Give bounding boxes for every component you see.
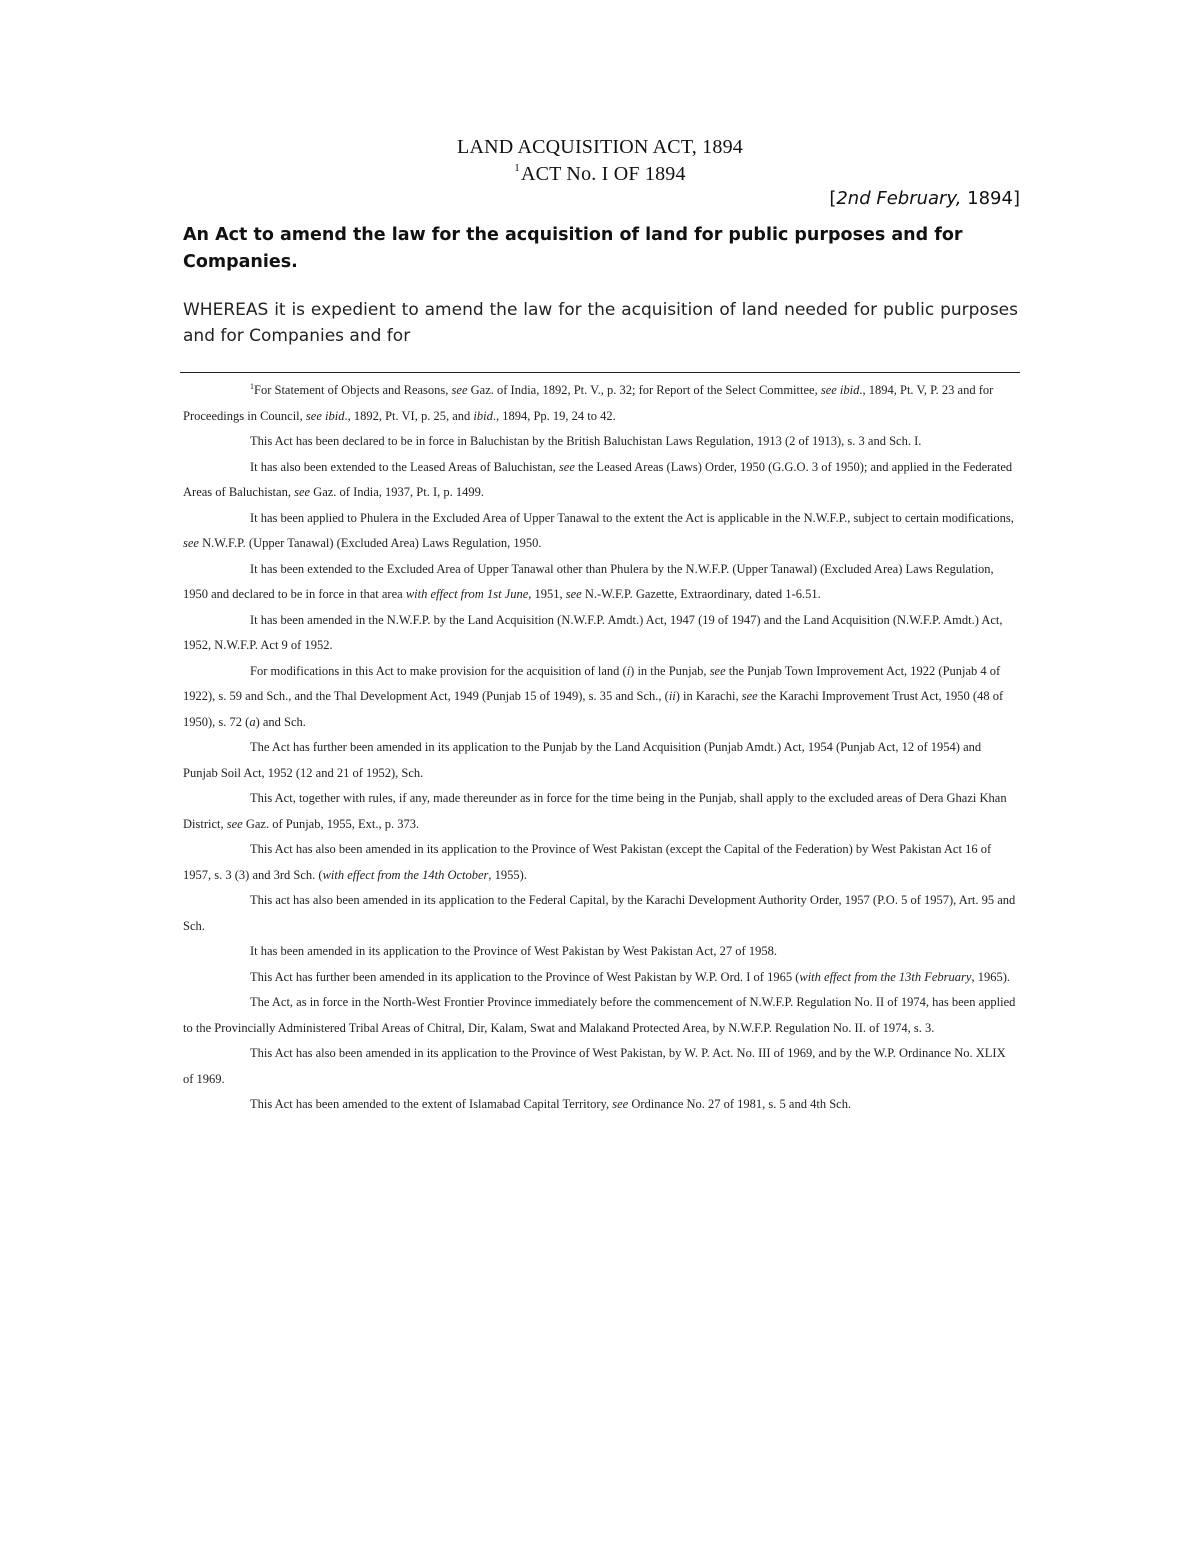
footnote-text: This act has also been amended in its application to the Federal Capital, by the Karachi Development Authority Order, 1957 (P.O. 5 of 1957), Art. 95 and Sch. [183, 893, 1016, 933]
footnote-text: the Punjab Town Improvement Act, 1922 (Punjab 4 of 1922), s. 59 and Sch., and the Thal Development Act, 1949 (Punjab 15 of 1949), s. 35 and Sch., ( [183, 663, 1001, 703]
date-day-month: 2nd February, [836, 188, 962, 209]
date-year: 1894 [967, 188, 1013, 209]
italic-text: see [558, 459, 575, 474]
footnote-text: This Act has also been amended in its application to the Province of West Pakistan (except the Capital of the Federation) by West Pakistan Act 16 of 1957, s. 3 (3) and 3rd Sch. ( [183, 842, 992, 882]
footnote-text: The Act has further been amended in its application to the Punjab by the Land Acquisition (Punjab Amdt.) Act, 1954 (Punjab Act, 12 of 1954) and Punjab Soil Act, 1952 (12 and 21 of 1952), Sch. [183, 740, 982, 780]
footnote-paragraph [183, 837, 1018, 888]
act-title: LAND ACQUISITION ACT, 1894 [457, 136, 743, 158]
italic-text: see [741, 689, 758, 703]
italic-text: see [612, 1097, 629, 1111]
footnote-text: ., 1894, Pp. 19, 24 to 42. [492, 408, 616, 423]
italic-text: with effect from the 13th February [799, 969, 972, 984]
footnote-paragraph [183, 1041, 1018, 1092]
footnote-text: ) in Karachi, [675, 689, 742, 703]
footnote-text: This Act has been declared to be in force in Baluchistan by the British Baluchistan Laws Regulation, 1913 (2 of 1913), s. 3 and Sch. I. [250, 434, 922, 448]
footnote-text: ., 1894, Pt. V, P. 23 and for Proceedings in Council, [183, 383, 994, 423]
footnote-text: Gaz. of Punjab, 1955, Ext., p. 373. [242, 816, 420, 831]
italic-text: see ibid [305, 408, 345, 423]
italic-text: ibid [473, 408, 493, 423]
footnote-paragraph [183, 455, 1018, 506]
footnote-text: This Act, together with rules, if any, made thereunder as in force for the time being in the Punjab, shall apply to the excluded areas of Dera Ghazi Khan District, [183, 791, 1007, 831]
footnote-text: N.W.F.P. (Upper Tanawal) (Excluded Area) Laws Regulation, 1950. [198, 536, 542, 550]
footnote-text: It has been amended in its application to the Province of West Pakistan by West Pakistan Act, 27 of 1958. [250, 944, 777, 958]
footnote-paragraph [183, 659, 1018, 736]
footnote-text: It has been applied to Phulera in the Excluded Area of Upper Tanawal to the extent the Act is applicable in the N.W.F.P., subject to certain modifications, [250, 510, 1014, 525]
footnote-paragraph [183, 735, 1018, 786]
footnote-paragraph [183, 888, 1018, 939]
italic-text: with effect from the 14th October [322, 867, 489, 882]
footnote-paragraph [183, 965, 1018, 991]
italic-text: see [451, 383, 468, 397]
italic-text: see [226, 816, 243, 831]
footnote-text: Gaz. of India, 1892, Pt. V., p. 32; for Report of the Select Committee, [467, 383, 821, 397]
act-number-text: ACT No. I OF 1894 [520, 163, 686, 185]
footnote-marker: 1 [514, 162, 520, 174]
footnote-paragraph [183, 939, 1018, 965]
footnote-text: This Act has also been amended in its application to the Province of West Pakistan, by W. P. Act. No. III of 1969, and by the W.P. Ordinance No. XLIX of 1969. [183, 1046, 1006, 1086]
footnote-text: It has been extended to the Excluded Area of Upper Tanawal other than Phulera by the N.W.F.P. (Upper Tanawal) (Excluded Area) Laws Regulation, 1950 and declared to be in force in that area [183, 561, 994, 601]
footnote-text: the Leased Areas (Laws) Order, 1950 (G.G.O. 3 of 1950); and applied in the Federated Areas of Baluchistan, [183, 459, 1013, 499]
italic-text: a [249, 714, 256, 729]
footnote-paragraph [183, 506, 1018, 557]
footnote-text: Gaz. of India, 1937, Pt. I, p. 1499. [310, 485, 484, 499]
footnote-paragraph [183, 1092, 1018, 1118]
italic-text: with effect from 1st June [405, 587, 529, 601]
footnote-text: , 1965). [971, 969, 1010, 984]
footnote-paragraph [183, 990, 1018, 1041]
italic-text: see [709, 663, 726, 678]
footnote-paragraph [183, 429, 1018, 455]
act-number [0, 162, 1200, 186]
footnote-text: Ordinance No. 27 of 1981, s. 5 and 4th Sch. [628, 1097, 852, 1111]
enactment-date: [2nd February, 1894] [829, 188, 1020, 209]
italic-text: see [565, 587, 582, 601]
footnote-paragraph [183, 557, 1018, 608]
footnote-marker: 1 [250, 382, 254, 391]
footnote-text: ) and Sch. [255, 714, 306, 729]
italic-text: see [294, 485, 311, 499]
footnote-text: ) in the Punjab, [630, 663, 710, 678]
footnote-divider [180, 372, 1020, 373]
long-title: An Act to amend the law for the acquisition of land for public purposes and for Companies. [183, 225, 963, 272]
footnote-text: The Act, as in force in the North-West Frontier Province immediately before the commencement of N.W.F.P. Regulation No. II of 1974, has been applied to the Provincially Administered Tribal Areas of Chitral, Dir, Kalam, Swat and Malakand Protected Area, by N.W.F.P. Regulation No. II. of 1974, s. 3. [183, 995, 1016, 1035]
italic-text: see [183, 536, 199, 550]
italic-text: i [626, 663, 631, 678]
footnote-text: the Karachi Improvement Trust Act, 1950 (48 of 1950), s. 72 ( [183, 689, 1004, 729]
footnote-text: For Statement of Objects and Reasons, [254, 383, 452, 397]
footnote-paragraph [183, 786, 1018, 837]
footnote-text: This Act has further been amended in its application to the Province of West Pakistan by W.P. Ord. I of 1965 ( [250, 969, 800, 984]
footnote-text: N.-W.F.P. Gazette, Extraordinary, dated 1-6.51. [581, 587, 821, 601]
footnote-text: It has been amended in the N.W.F.P. by the Land Acquisition (N.W.F.P. Amdt.) Act, 1947 (19 of 1947) and the Land Acquisition (N.W.F.P. Amdt.) Act, 1952, N.W.F.P. Act 9 of 1952. [183, 612, 1003, 652]
footnote-text: , 1955). [488, 867, 527, 882]
footnote-paragraph [183, 608, 1018, 659]
footnote-text: For modifications in this Act to make provision for the acquisition of land ( [250, 663, 627, 678]
whereas-clause: WHEREAS it is expedient to amend the law for the acquisition of land needed for public purposes and for Companies and for [183, 300, 1018, 346]
footnote-text: This Act has been amended to the extent of Islamabad Capital Territory, [250, 1097, 613, 1111]
footnote-text: , 1951, [528, 587, 566, 601]
footnote-text: ., 1892, Pt. VI, p. 25, and [344, 408, 474, 423]
italic-text: see ibid [820, 383, 860, 397]
footnote-text: It has also been extended to the Leased Areas of Baluchistan, [250, 459, 559, 474]
italic-text: ii [668, 689, 676, 703]
footnotes [183, 374, 1018, 1118]
footnote-paragraph [183, 374, 1018, 429]
